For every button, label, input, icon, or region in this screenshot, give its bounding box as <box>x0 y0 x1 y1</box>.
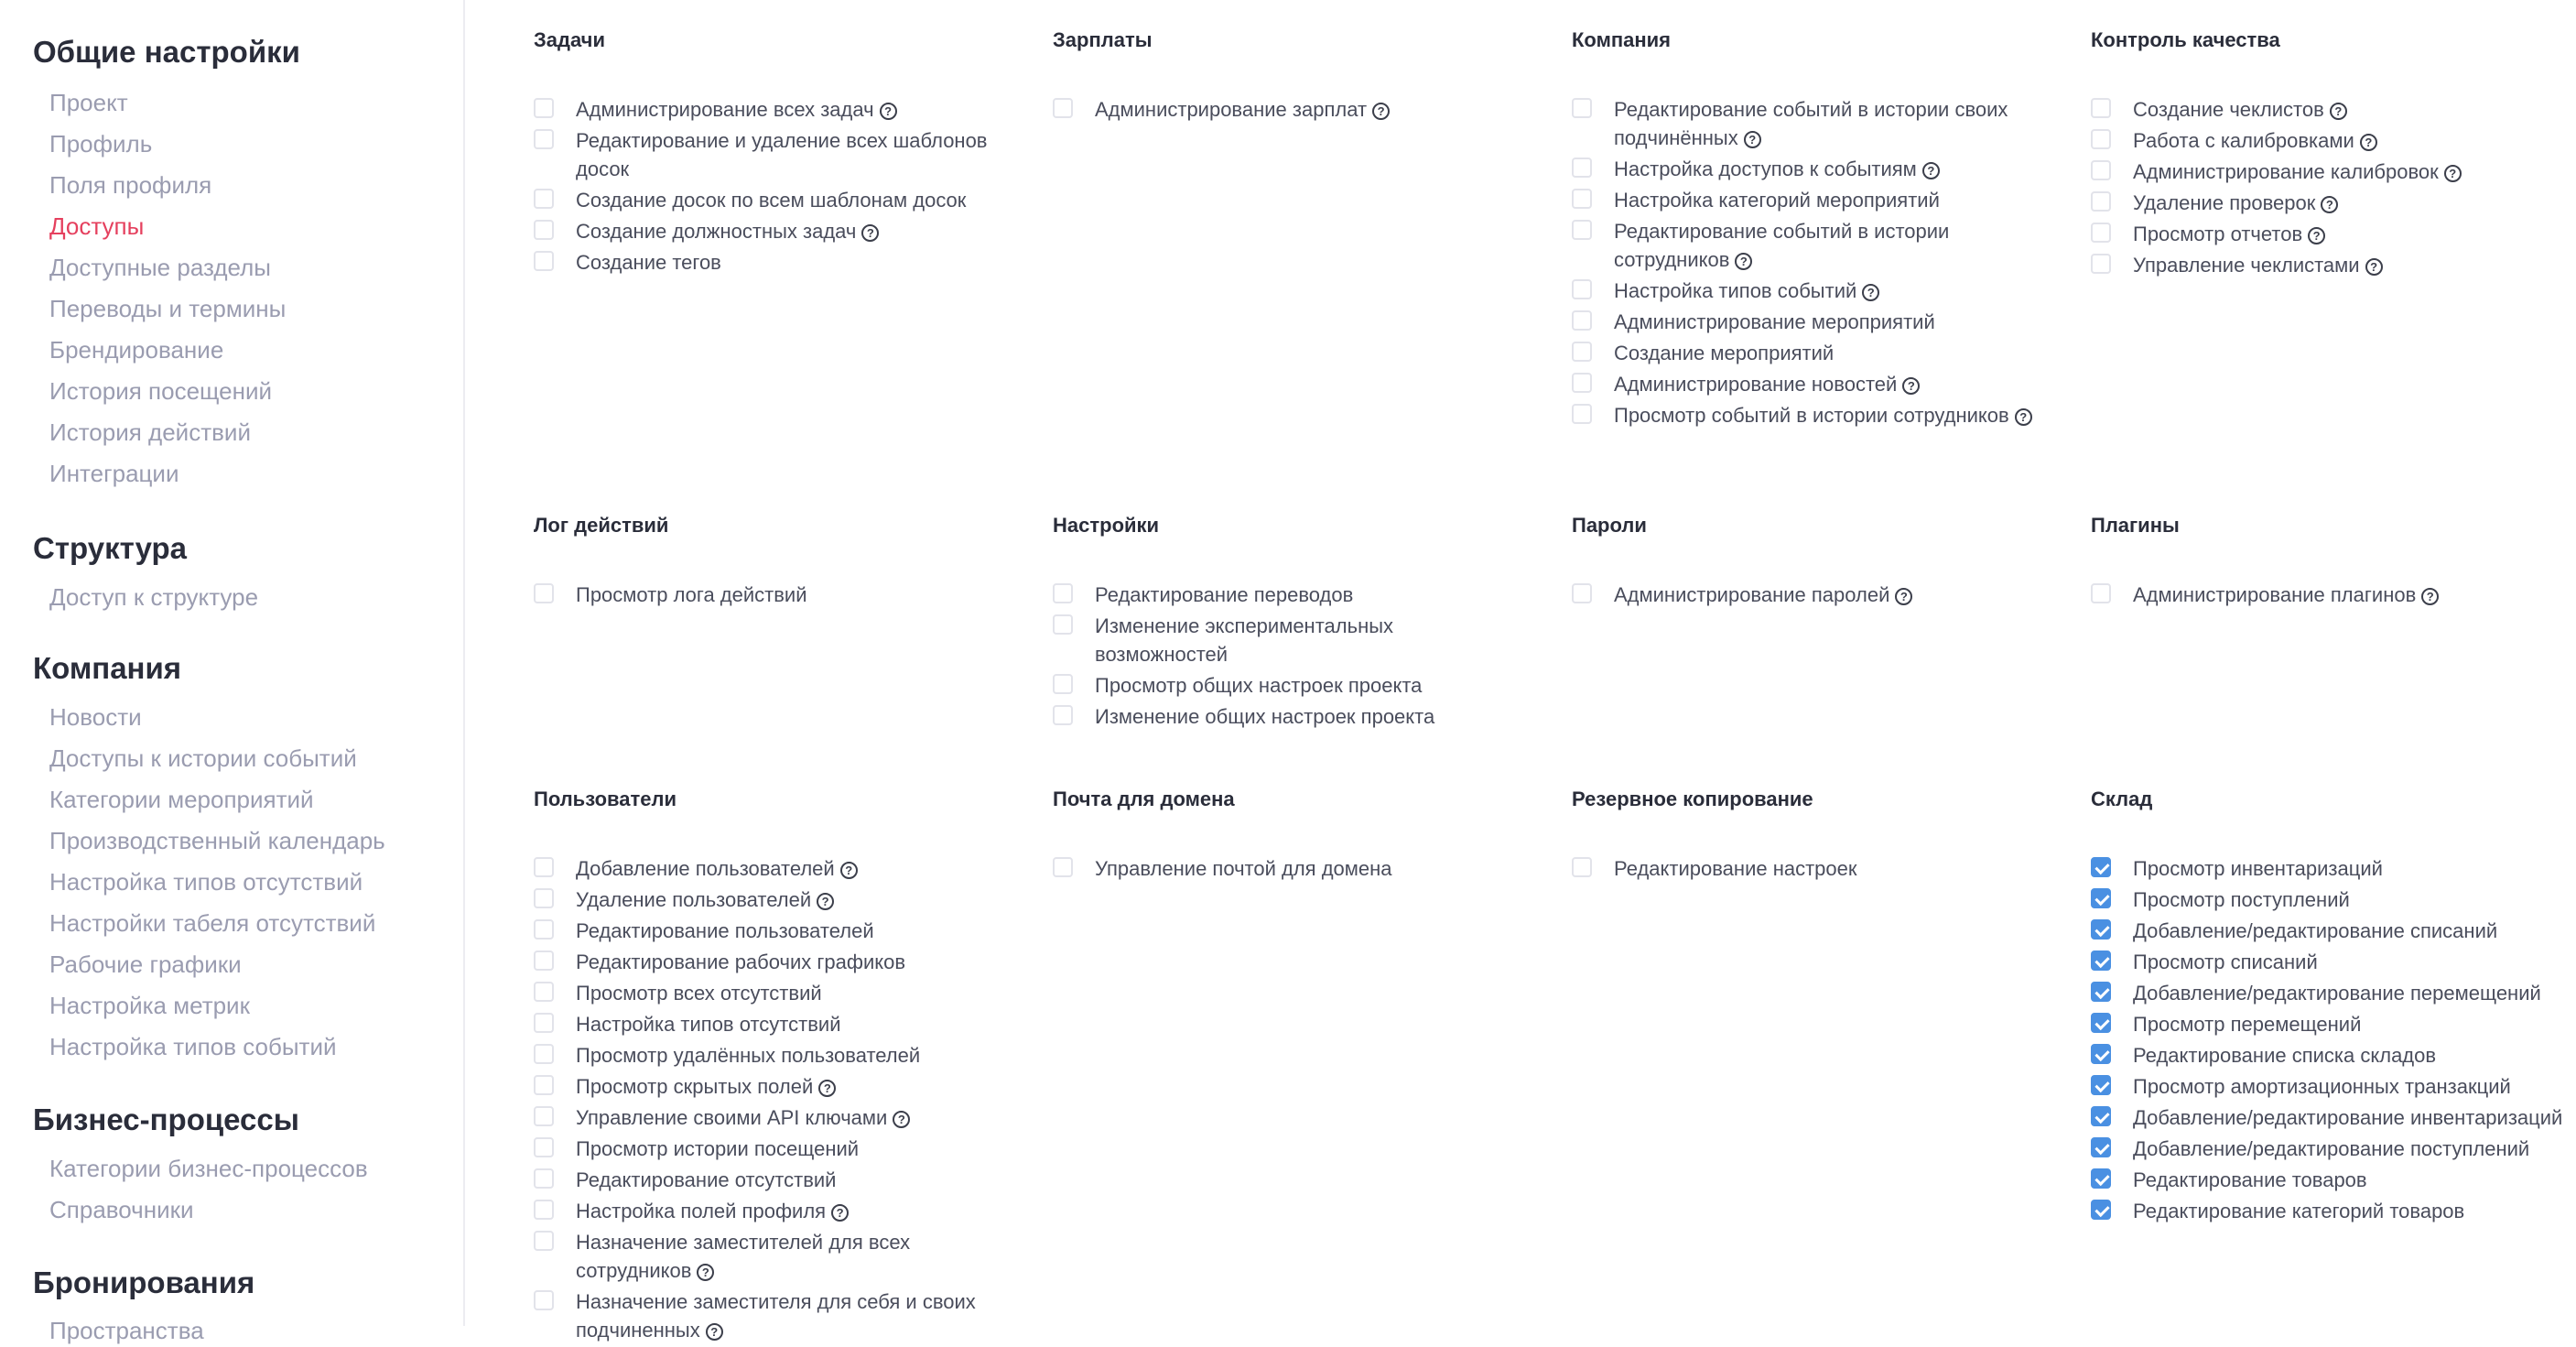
sidebar-item-event-history-access[interactable]: Доступы к истории событий <box>49 744 357 772</box>
permission-checkbox[interactable] <box>534 129 554 149</box>
permission-row[interactable] <box>534 1166 1010 1194</box>
permission-label: Создание должностных задач <box>576 220 857 243</box>
permission-label: Редактирование событий в истории сотрудников <box>1614 220 1950 271</box>
group-title: Резервное копирование <box>1572 788 1813 810</box>
permission-checkbox[interactable] <box>1053 98 1073 118</box>
sidebar-item-available-sections[interactable]: Доступные разделы <box>49 254 271 281</box>
permission-row[interactable] <box>534 948 1010 976</box>
help-icon[interactable]: ? <box>2365 258 2383 276</box>
permission-checkbox[interactable] <box>534 1106 554 1126</box>
group-title: Контроль качества <box>2091 28 2280 51</box>
permission-label: Редактирование товаров <box>2133 1168 2367 1191</box>
help-icon[interactable]: ? <box>2444 165 2462 182</box>
permission-checkbox[interactable] <box>534 220 554 240</box>
sidebar-item-translations[interactable]: Переводы и термины <box>49 295 287 322</box>
permission-label: Настройка категорий мероприятий <box>1614 189 1940 212</box>
permission-row[interactable] <box>1053 702 1529 731</box>
help-icon[interactable]: ? <box>817 893 834 910</box>
permission-row[interactable] <box>1572 308 2048 336</box>
permission-row[interactable] <box>1572 277 2048 305</box>
group-company <box>1572 22 2048 432</box>
permission-checkbox[interactable] <box>2091 254 2111 274</box>
permission-row[interactable] <box>2091 1010 2567 1038</box>
permission-checkbox[interactable] <box>2091 583 2111 603</box>
help-icon[interactable]: ? <box>861 224 879 242</box>
permission-row[interactable] <box>1053 95 1529 124</box>
permission-label: Управление почтой для домена <box>1095 857 1392 880</box>
sidebar-section-title: Структура <box>33 531 187 565</box>
permission-label: Изменение экспериментальных возможностей <box>1095 614 1394 666</box>
permission-checkbox[interactable] <box>1572 373 1592 393</box>
sidebar-item-profile-fields[interactable]: Поля профиля <box>49 171 212 199</box>
permission-checkbox[interactable] <box>1572 404 1592 424</box>
permission-checkbox[interactable] <box>1572 158 1592 178</box>
help-icon[interactable]: ? <box>2015 408 2032 426</box>
permission-label: Просмотр всех отсутствий <box>576 982 822 1005</box>
permission-label: Администрирование калибровок <box>2133 160 2439 183</box>
permission-label: Создание досок по всем шаблонам досок <box>576 189 967 212</box>
permission-checkbox[interactable] <box>2091 1044 2111 1064</box>
permission-label: Настройка типов событий <box>1614 279 1857 302</box>
help-icon[interactable]: ? <box>880 103 897 120</box>
help-icon[interactable]: ? <box>2330 103 2347 120</box>
sidebar-item-event-categories[interactable]: Категории мероприятий <box>49 786 314 813</box>
group-title: Задачи <box>534 28 605 51</box>
permission-label: Просмотр поступлений <box>2133 888 2350 911</box>
permission-row[interactable] <box>1572 186 2048 214</box>
permission-row[interactable] <box>2091 126 2567 155</box>
permission-label: Создание чеклистов <box>2133 98 2324 121</box>
permission-label: Администрирование плагинов <box>2133 583 2417 606</box>
help-icon[interactable]: ? <box>1744 131 1761 148</box>
permission-label: Просмотр отчетов <box>2133 223 2303 245</box>
permission-label: Работа с калибровками <box>2133 129 2354 152</box>
permission-label: Просмотр лога действий <box>576 583 807 606</box>
permission-row[interactable] <box>1572 95 2048 152</box>
permission-label: Назначение заместителей для всех сотрудников <box>576 1231 911 1282</box>
permission-label: Просмотр удалённых пользователей <box>576 1044 921 1067</box>
permission-row[interactable] <box>2091 979 2567 1007</box>
permission-label: Удаление проверок <box>2133 191 2316 214</box>
permission-checkbox[interactable] <box>2091 1137 2111 1157</box>
permission-label: Администрирование всех задач <box>576 98 874 121</box>
permission-checkbox[interactable] <box>534 1075 554 1095</box>
sidebar-item-absence-timesheet[interactable]: Настройки табеля отсутствий <box>49 909 376 937</box>
help-icon[interactable]: ? <box>697 1264 714 1281</box>
permission-checkbox[interactable] <box>2091 129 2111 149</box>
sidebar-item-bp-categories[interactable]: Категории бизнес-процессов <box>49 1155 368 1182</box>
permission-row[interactable] <box>534 1287 1010 1344</box>
permission-row[interactable] <box>2091 158 2567 186</box>
sidebar-item-spaces[interactable]: Пространства <box>49 1317 204 1344</box>
group-warehouse <box>2091 781 2567 1228</box>
permission-checkbox[interactable] <box>1572 98 1592 118</box>
help-icon[interactable]: ? <box>893 1111 910 1128</box>
permission-row[interactable] <box>534 1197 1010 1225</box>
sidebar-item-branding[interactable]: Брендирование <box>49 336 224 364</box>
permission-row[interactable] <box>534 1135 1010 1163</box>
permission-row[interactable] <box>2091 189 2567 217</box>
permission-checkbox[interactable] <box>2091 1106 2111 1126</box>
permission-label: Добавление/редактирование поступлений <box>2133 1137 2530 1160</box>
permission-checkbox[interactable] <box>534 857 554 877</box>
help-icon[interactable]: ? <box>1902 377 1920 395</box>
permission-label: Настройка типов отсутствий <box>576 1013 841 1036</box>
permission-checkbox[interactable] <box>534 1200 554 1220</box>
permission-row[interactable] <box>534 248 1010 277</box>
sidebar-section-title: Бизнес-процессы <box>33 1103 299 1136</box>
permission-row[interactable] <box>534 854 1010 883</box>
permission-row[interactable] <box>2091 948 2567 976</box>
permission-row[interactable] <box>534 1072 1010 1101</box>
group-salary <box>1053 22 1529 126</box>
permission-row[interactable] <box>2091 1103 2567 1132</box>
sidebar-item-profile[interactable]: Профиль <box>49 130 153 158</box>
permission-label: Администрирование зарплат <box>1095 98 1368 121</box>
permission-checkbox[interactable] <box>1053 705 1073 725</box>
permission-row[interactable] <box>534 917 1010 945</box>
sidebar-item-absence-types[interactable]: Настройка типов отсутствий <box>49 868 363 896</box>
group-mail <box>1053 781 1529 885</box>
help-icon[interactable]: ? <box>2308 227 2325 244</box>
help-icon[interactable]: ? <box>1922 162 1940 179</box>
group-passwords <box>1572 507 2048 612</box>
permission-checkbox[interactable] <box>2091 982 2111 1002</box>
settings-sidebar <box>0 0 465 1344</box>
permission-row[interactable] <box>1572 854 2048 883</box>
permission-label: Управление чеклистами <box>2133 254 2360 277</box>
sidebar-item-action-history[interactable]: История действий <box>49 418 251 446</box>
sidebar-section-title: Бронирования <box>33 1266 255 1299</box>
permission-checkbox[interactable] <box>1572 583 1592 603</box>
permission-row[interactable] <box>2091 854 2567 883</box>
permission-label: Создание мероприятий <box>1614 342 1835 364</box>
permission-checkbox[interactable] <box>2091 951 2111 971</box>
permission-checkbox[interactable] <box>1572 310 1592 331</box>
help-icon[interactable]: ? <box>2321 196 2338 213</box>
permission-checkbox[interactable] <box>1572 279 1592 299</box>
permission-row[interactable] <box>534 885 1010 914</box>
group-settings <box>1053 507 1529 733</box>
permission-checkbox[interactable] <box>2091 888 2111 908</box>
group-title: Склад <box>2091 788 2153 810</box>
permission-label: Просмотр скрытых полей <box>576 1075 814 1098</box>
group-backup <box>1572 781 2048 885</box>
permission-row[interactable] <box>534 581 1010 609</box>
sidebar-section-title: Общие настройки <box>33 35 300 69</box>
permission-label: Настройка доступов к событиям <box>1614 158 1917 180</box>
permission-checkbox[interactable] <box>2091 1013 2111 1033</box>
help-icon[interactable]: ? <box>1372 103 1390 120</box>
permission-row[interactable] <box>1572 217 2048 274</box>
permission-checkbox[interactable] <box>1572 220 1592 240</box>
permission-row[interactable] <box>534 217 1010 245</box>
permission-row[interactable] <box>2091 220 2567 248</box>
permission-checkbox[interactable] <box>2091 160 2111 180</box>
permission-checkbox[interactable] <box>2091 223 2111 243</box>
permission-row[interactable] <box>2091 581 2567 609</box>
permission-checkbox[interactable] <box>2091 98 2111 118</box>
group-tasks <box>534 22 1010 279</box>
sidebar-item-metrics[interactable]: Настройка метрик <box>49 992 250 1019</box>
permission-checkbox[interactable] <box>2091 1168 2111 1189</box>
group-quality <box>2091 22 2567 282</box>
permission-checkbox[interactable] <box>1572 189 1592 209</box>
permission-label: Редактирование и удаление всех шаблонов досок <box>576 129 988 180</box>
permission-row[interactable] <box>1572 401 2048 429</box>
permission-row[interactable] <box>1572 370 2048 398</box>
permission-label: Просмотр истории посещений <box>576 1137 860 1160</box>
permission-checkbox[interactable] <box>1572 342 1592 362</box>
sidebar-item-directories[interactable]: Справочники <box>49 1196 194 1223</box>
permission-label: Администрирование новостей <box>1614 373 1898 396</box>
permission-label: Создание тегов <box>576 251 721 274</box>
permission-row[interactable] <box>1572 155 2048 183</box>
permission-checkbox[interactable] <box>534 1013 554 1033</box>
permission-row[interactable] <box>534 1103 1010 1132</box>
permission-label: Редактирование настроек <box>1614 857 1857 880</box>
permission-row[interactable] <box>534 1041 1010 1070</box>
help-icon[interactable]: ? <box>840 862 858 879</box>
permission-label: Управление своими API ключами <box>576 1106 888 1129</box>
permission-row[interactable] <box>2091 1197 2567 1225</box>
permission-row[interactable] <box>2091 95 2567 124</box>
help-icon[interactable]: ? <box>1862 284 1879 301</box>
permission-label: Администрирование мероприятий <box>1614 310 1935 333</box>
sidebar-item-project[interactable]: Проект <box>49 89 128 116</box>
permission-row[interactable] <box>534 95 1010 124</box>
permission-row[interactable] <box>534 126 1010 183</box>
permission-checkbox[interactable] <box>2091 857 2111 877</box>
permission-row[interactable] <box>1572 581 2048 609</box>
permission-label: Просмотр инвентаризаций <box>2133 857 2383 880</box>
permission-checkbox[interactable] <box>534 888 554 908</box>
sidebar-item-visit-history[interactable]: История посещений <box>49 377 273 405</box>
help-icon[interactable]: ? <box>1895 588 1912 605</box>
permission-checkbox[interactable] <box>2091 919 2111 940</box>
permission-label: Просмотр амортизационных транзакций <box>2133 1075 2511 1098</box>
permission-checkbox[interactable] <box>1572 857 1592 877</box>
permission-label: Добавление пользователей <box>576 857 835 880</box>
permission-row[interactable] <box>2091 1135 2567 1163</box>
permission-checkbox[interactable] <box>534 1168 554 1189</box>
permission-label: Редактирование событий в истории своих подчинённых <box>1614 98 2008 149</box>
permission-row[interactable] <box>1053 854 1529 883</box>
permission-label: Настройка полей профиля <box>576 1200 827 1222</box>
permission-label: Удаление пользователей <box>576 888 812 911</box>
group-title: Зарплаты <box>1053 28 1153 51</box>
permission-label: Добавление/редактирование инвентаризаций <box>2133 1106 2563 1129</box>
permission-label: Назначение заместителя для себя и своих подчиненных <box>576 1290 976 1342</box>
permission-label: Редактирование списка складов <box>2133 1044 2437 1067</box>
permission-row[interactable] <box>1053 581 1529 609</box>
permission-checkbox[interactable] <box>534 583 554 603</box>
sidebar-item-production-calendar[interactable]: Производственный календарь <box>49 827 385 854</box>
permission-label: Изменение общих настроек проекта <box>1095 705 1435 728</box>
group-title: Пользователи <box>534 788 677 810</box>
sidebar-item-integrations[interactable]: Интеграции <box>49 460 179 487</box>
permission-label: Просмотр событий в истории сотрудников <box>1614 404 2009 427</box>
permission-label: Администрирование паролей <box>1614 583 1890 606</box>
group-plugins <box>2091 507 2567 612</box>
permission-checkbox[interactable] <box>2091 1075 2111 1095</box>
permission-checkbox[interactable] <box>534 189 554 209</box>
permission-row[interactable] <box>2091 1041 2567 1070</box>
group-title: Пароли <box>1572 514 1647 537</box>
permission-checkbox[interactable] <box>534 251 554 271</box>
permission-row[interactable] <box>2091 1166 2567 1194</box>
permission-row[interactable] <box>2091 885 2567 914</box>
permission-row[interactable] <box>1572 339 2048 367</box>
help-icon[interactable]: ? <box>818 1080 836 1097</box>
group-title: Настройки <box>1053 514 1160 537</box>
sidebar-item-access[interactable]: Доступы <box>49 212 145 240</box>
permission-checkbox[interactable] <box>534 1290 554 1310</box>
permission-checkbox[interactable] <box>534 1137 554 1157</box>
permission-checkbox[interactable] <box>534 98 554 118</box>
permission-checkbox[interactable] <box>1053 857 1073 877</box>
permission-label: Просмотр общих настроек проекта <box>1095 674 1423 697</box>
permission-row[interactable] <box>2091 251 2567 279</box>
group-log <box>534 507 1010 612</box>
group-title: Плагины <box>2091 514 2180 537</box>
permission-checkbox[interactable] <box>534 1231 554 1251</box>
permission-label: Просмотр списаний <box>2133 951 2318 973</box>
permission-row[interactable] <box>1053 612 1529 668</box>
permission-checkbox[interactable] <box>1053 674 1073 694</box>
permission-row[interactable] <box>2091 1072 2567 1101</box>
group-title: Компания <box>1572 28 1672 51</box>
sidebar-item-work-schedules[interactable]: Рабочие графики <box>49 951 242 978</box>
permission-checkbox[interactable] <box>534 951 554 971</box>
help-icon[interactable]: ? <box>1735 253 1752 270</box>
sidebar-section-title: Компания <box>33 651 182 685</box>
permission-row[interactable] <box>1053 671 1529 700</box>
permission-row[interactable] <box>534 1010 1010 1038</box>
sidebar-item-structure-access[interactable]: Доступ к структуре <box>49 583 259 611</box>
permission-row[interactable] <box>534 1228 1010 1285</box>
permission-row[interactable] <box>2091 917 2567 945</box>
permission-checkbox[interactable] <box>534 982 554 1002</box>
help-icon[interactable]: ? <box>831 1204 849 1222</box>
group-title: Лог действий <box>534 514 669 537</box>
group-users <box>534 781 1010 1347</box>
permission-label: Просмотр перемещений <box>2133 1013 2362 1036</box>
permission-label: Добавление/редактирование списаний <box>2133 919 2498 942</box>
sidebar-item-news[interactable]: Новости <box>49 703 142 731</box>
group-title: Почта для домена <box>1053 788 1235 810</box>
permission-row[interactable] <box>534 186 1010 214</box>
permission-checkbox[interactable] <box>2091 191 2111 212</box>
help-icon[interactable]: ? <box>2421 588 2439 605</box>
permission-checkbox[interactable] <box>1053 583 1073 603</box>
permission-label: Редактирование отсутствий <box>576 1168 837 1191</box>
help-icon[interactable]: ? <box>706 1323 723 1341</box>
permission-checkbox[interactable] <box>1053 614 1073 635</box>
permission-label: Редактирование переводов <box>1095 583 1354 606</box>
permission-checkbox[interactable] <box>534 919 554 940</box>
permission-checkbox[interactable] <box>534 1044 554 1064</box>
sidebar-item-event-types[interactable]: Настройка типов событий <box>49 1033 337 1060</box>
permission-label: Добавление/редактирование перемещений <box>2133 982 2541 1005</box>
permission-label: Редактирование пользователей <box>576 919 874 942</box>
permission-label: Редактирование рабочих графиков <box>576 951 906 973</box>
permission-label: Редактирование категорий товаров <box>2133 1200 2465 1222</box>
help-icon[interactable]: ? <box>2360 134 2377 151</box>
permissions-panel <box>465 0 2576 1342</box>
permission-row[interactable] <box>534 979 1010 1007</box>
permission-checkbox[interactable] <box>2091 1200 2111 1220</box>
